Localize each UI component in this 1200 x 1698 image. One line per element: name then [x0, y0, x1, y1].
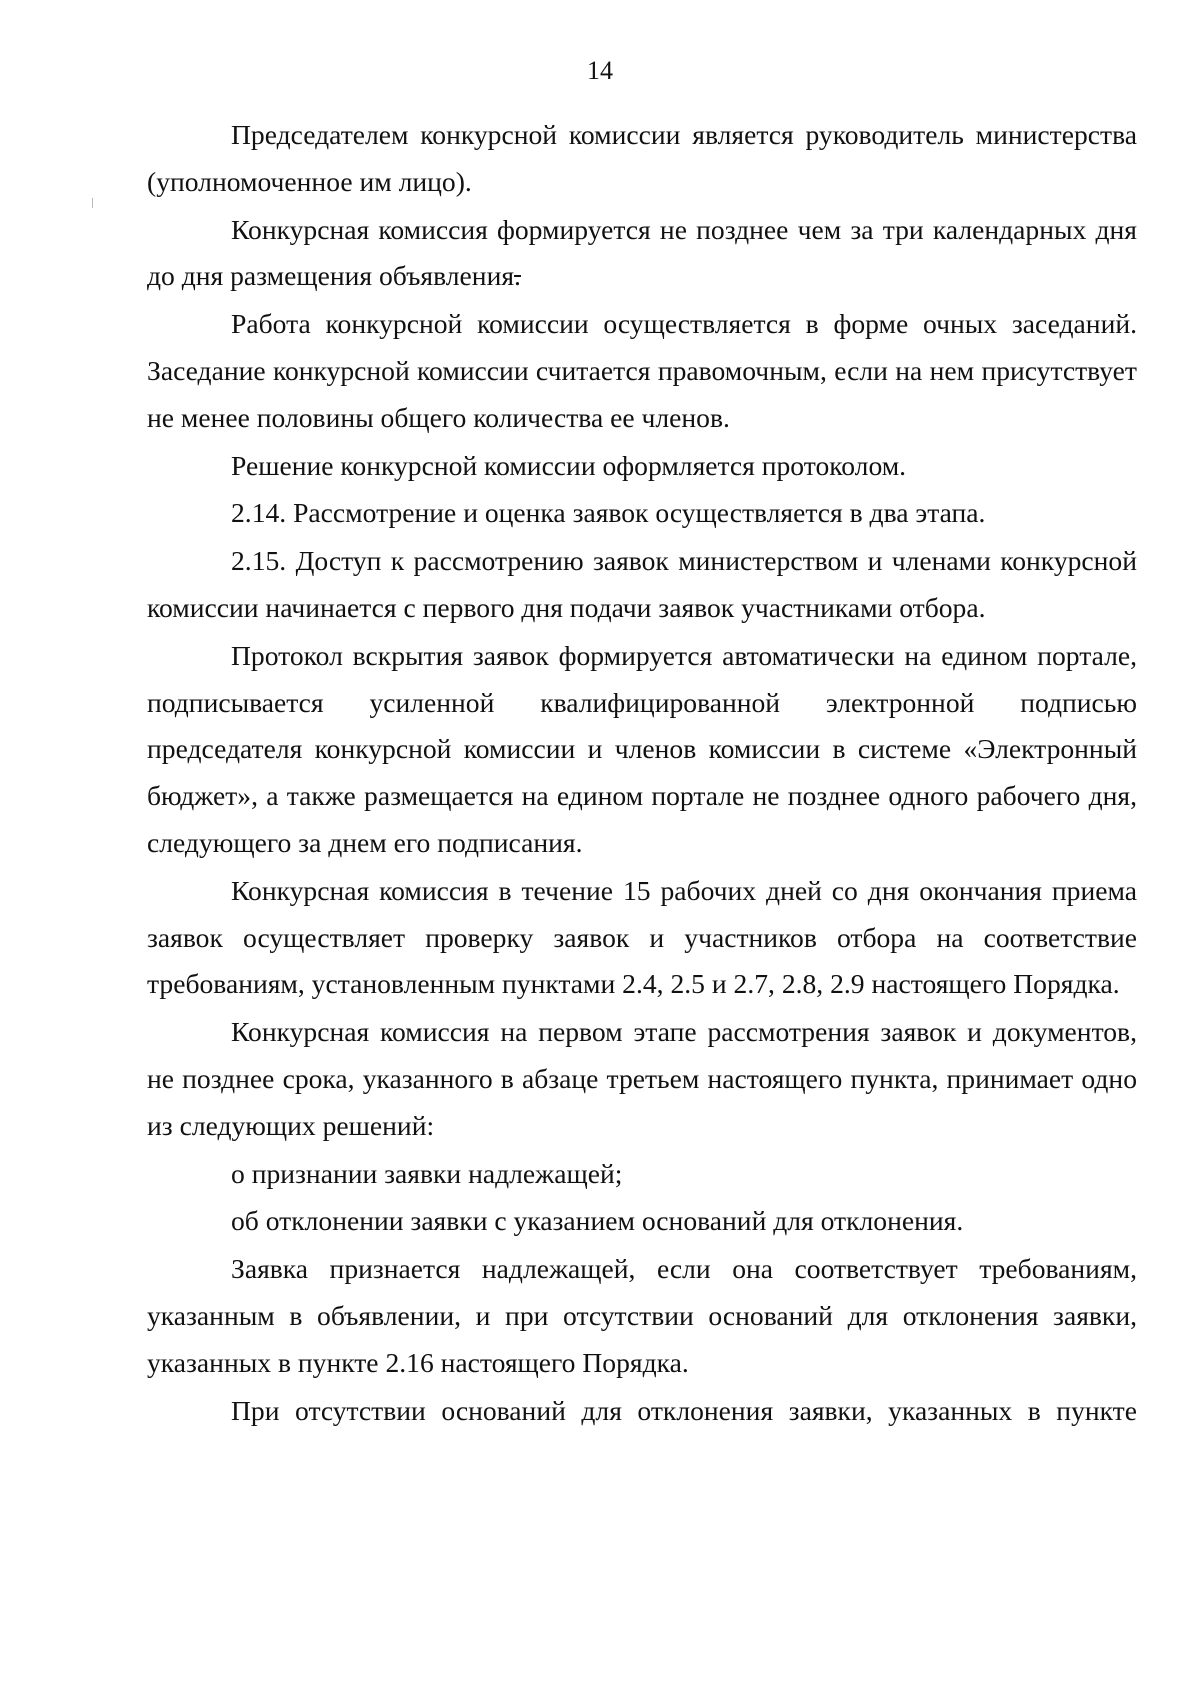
paragraph-text: Конкурсная комиссия формируется не позднее чем за три календарных дня до дня размещения объявления — [147, 213, 1137, 292]
paragraph-verification — [147, 868, 1137, 1008]
paragraph-text: Заявка признается надлежащей, если она соответствует требованиям, указанным в объявлении, и при отсутствии оснований для отклонения заявки, указанных в пункте 2.16 настоящего Порядка. — [147, 1253, 1137, 1378]
scan-artifact-mark — [92, 198, 93, 208]
paragraph-text: Решение конкурсной комиссии оформляется протоколом. — [231, 449, 907, 481]
paragraph-text: Конкурсная комиссия на первом этапе рассмотрения заявок и документов, не позднее срока, указанного в абзаце третьем настоящего пункта, принимает одно из следующих решений: — [147, 1016, 1137, 1141]
paragraph-chairman — [147, 112, 1137, 206]
paragraph-text: Председателем конкурсной комиссии является руководитель министерства (уполномоченное им лицо). — [147, 119, 1137, 197]
paragraph-text: об отклонении заявки с указанием оснований для отклонения. — [231, 1205, 964, 1237]
paragraph-text: 2.14. Рассмотрение и оценка заявок осуществляется в два этапа. — [231, 497, 986, 529]
paragraph-text: Конкурсная комиссия в течение 15 рабочих дней со дня окончания приема заявок осуществляет проверку заявок и участников отбора на соответствие требованиям, установленным пунктами 2.4, 2.5 и 2.7, 2.8, 2.9 настоящего Порядка. — [147, 874, 1137, 1000]
paragraph-text: 2.15. Доступ к рассмотрению заявок министерством и членами конкурсной комиссии начинается с первого дня подачи заявок участниками отбора. — [147, 545, 1137, 623]
paragraph-text: Протокол вскрытия заявок формируется автоматически на едином портале, подписывается усиленной квалифицированной электронной подписью председателя конкурсной комиссии и членов комиссии в системе «Электронный бюджет», а также размещается на едином портале не позднее одного рабочего дня, следующего за днем его подписания. — [147, 639, 1137, 858]
paragraph-2-15 — [147, 538, 1137, 632]
paragraph-commission-formation — [147, 207, 1137, 301]
paragraph-proper-application — [147, 1246, 1137, 1386]
paragraph-2-14 — [147, 490, 1137, 537]
paragraph-decision-reject — [147, 1198, 1137, 1245]
paragraph-opening-protocol — [147, 633, 1137, 867]
document-body — [147, 112, 1137, 1434]
paragraph-first-stage — [147, 1009, 1137, 1149]
paragraph-decision-accept — [147, 1151, 1137, 1198]
paragraph-text: При отсутствии оснований для отклонения заявки, указанных в пункте — [231, 1394, 1137, 1426]
paragraph-commission-work — [147, 301, 1137, 441]
paragraph-text: о признании заявки надлежащей; — [231, 1157, 623, 1189]
page-number: 14 — [587, 56, 613, 85]
struck-period: . — [514, 260, 521, 292]
paragraph-no-grounds — [147, 1388, 1137, 1435]
paragraph-decision-protocol — [147, 443, 1137, 490]
paragraph-text: Работа конкурсной комиссии осуществляется в форме очных заседаний. Заседание конкурсной комиссии считается правомочным, если на нем присутствует не менее половины общего количества ее членов. — [147, 308, 1137, 433]
